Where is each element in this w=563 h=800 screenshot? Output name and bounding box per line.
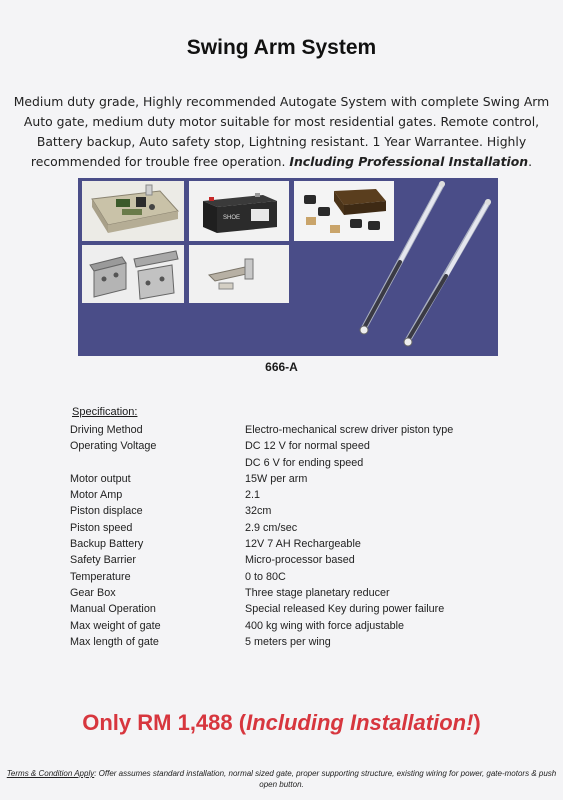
spec-value: 2.9 cm/sec xyxy=(245,521,298,534)
spec-value: Micro-processor based xyxy=(245,554,355,567)
spec-label: Max length of gate xyxy=(70,635,159,648)
spec-value: 12V 7 AH Rechargeable xyxy=(245,538,361,551)
piston-arm-icon xyxy=(404,199,491,346)
spec-row xyxy=(70,587,453,603)
spec-label: Piston displace xyxy=(70,505,143,518)
spec-label: Motor output xyxy=(70,472,131,485)
spec-value-cell xyxy=(245,603,453,619)
spec-value: 15W per arm xyxy=(245,472,308,485)
spec-value-cell xyxy=(245,538,453,554)
spec-value-cell xyxy=(245,620,453,636)
spec-value: 0 to 80C xyxy=(245,570,286,583)
spec-value: Three stage planetary reducer xyxy=(245,586,390,599)
product-photo-banner xyxy=(78,178,498,356)
terms-text: : Offer assumes standard installation, normal sized gate, proper supporting structure, existing wiring for power, gate-motors & push open button. xyxy=(94,769,557,789)
spec-value-cell xyxy=(245,440,453,473)
spec-label: Manual Operation xyxy=(70,603,156,616)
price-banner xyxy=(0,710,563,736)
spec-label: Motor Amp xyxy=(70,489,123,502)
spec-value-cell xyxy=(245,473,453,489)
spec-value-cell xyxy=(245,636,453,652)
piston-arm-icon xyxy=(360,181,445,334)
mounting-brackets-photo xyxy=(82,245,184,303)
spec-label: Operating Voltage xyxy=(70,440,157,453)
spec-label: Driving Method xyxy=(70,424,143,436)
spec-label: Safety Barrier xyxy=(70,554,137,567)
spec-label: Max weight of gate xyxy=(70,619,161,632)
spec-row xyxy=(70,424,453,440)
intro-paragraph xyxy=(4,92,559,172)
spec-row xyxy=(70,473,453,489)
page-title: Swing Arm System xyxy=(186,36,377,59)
spec-value-cell xyxy=(245,522,453,538)
spec-row xyxy=(70,522,453,538)
battery-brand-label: SHOE xyxy=(223,215,241,221)
spec-row xyxy=(70,636,453,652)
intro-end: . xyxy=(528,154,533,169)
spec-row xyxy=(70,620,453,636)
piston-arms-photo xyxy=(350,178,498,356)
intro-text: Medium duty grade, Highly recommended Autogate System with complete Swing Arm Auto gate, medium duty motor suitable for most residential gates. Remote control, Battery backup, Auto safety stop, Lightning resistant. 1 Year Warrantee. Highly recommended for trouble free operation. xyxy=(13,94,550,169)
terms-label: Terms & Condition Apply xyxy=(6,769,95,778)
model-number: 666-A xyxy=(265,360,298,374)
spec-row xyxy=(70,554,453,570)
spec-value-cell xyxy=(245,554,453,570)
price-italic: Including Installation! xyxy=(246,710,474,735)
spec-value-cell xyxy=(245,571,453,587)
intro-emphasis: Including Professional Installation xyxy=(289,154,529,169)
spec-value: Electro-mechanical screw driver piston type xyxy=(245,424,454,436)
terms-note xyxy=(6,768,557,790)
spec-value: Special released Key during power failure xyxy=(245,603,445,616)
spec-label: Temperature xyxy=(70,570,131,583)
spec-row xyxy=(70,505,453,521)
price-main: Only RM 1,488 ( xyxy=(82,710,247,735)
spec-label: Gear Box xyxy=(70,586,116,599)
spec-value-cell xyxy=(245,489,453,505)
spec-value: DC 6 V for ending speed xyxy=(245,456,364,469)
backup-battery-photo xyxy=(189,181,289,241)
spec-row xyxy=(70,489,453,505)
spec-value-cell xyxy=(245,587,453,603)
spec-label: Backup Battery xyxy=(70,538,144,551)
spec-value: 400 kg wing with force adjustable xyxy=(245,619,405,632)
price-close: ) xyxy=(473,710,481,735)
release-key-photo xyxy=(189,245,289,303)
spec-value: DC 12 V for normal speed xyxy=(245,440,370,453)
spec-value: 5 meters per wing xyxy=(245,635,331,648)
spec-table xyxy=(70,424,453,652)
control-board-photo xyxy=(82,181,184,241)
spec-label: Piston speed xyxy=(70,521,133,534)
spec-heading: Specification: xyxy=(72,406,138,418)
spec-row xyxy=(70,603,453,619)
spec-row xyxy=(70,538,453,554)
spec-value: 32cm xyxy=(245,505,272,518)
spec-row xyxy=(70,571,453,587)
spec-value: 2.1 xyxy=(245,489,261,502)
spec-row xyxy=(70,440,453,473)
spec-value-cell xyxy=(245,505,453,521)
spec-value-cell xyxy=(245,424,453,440)
